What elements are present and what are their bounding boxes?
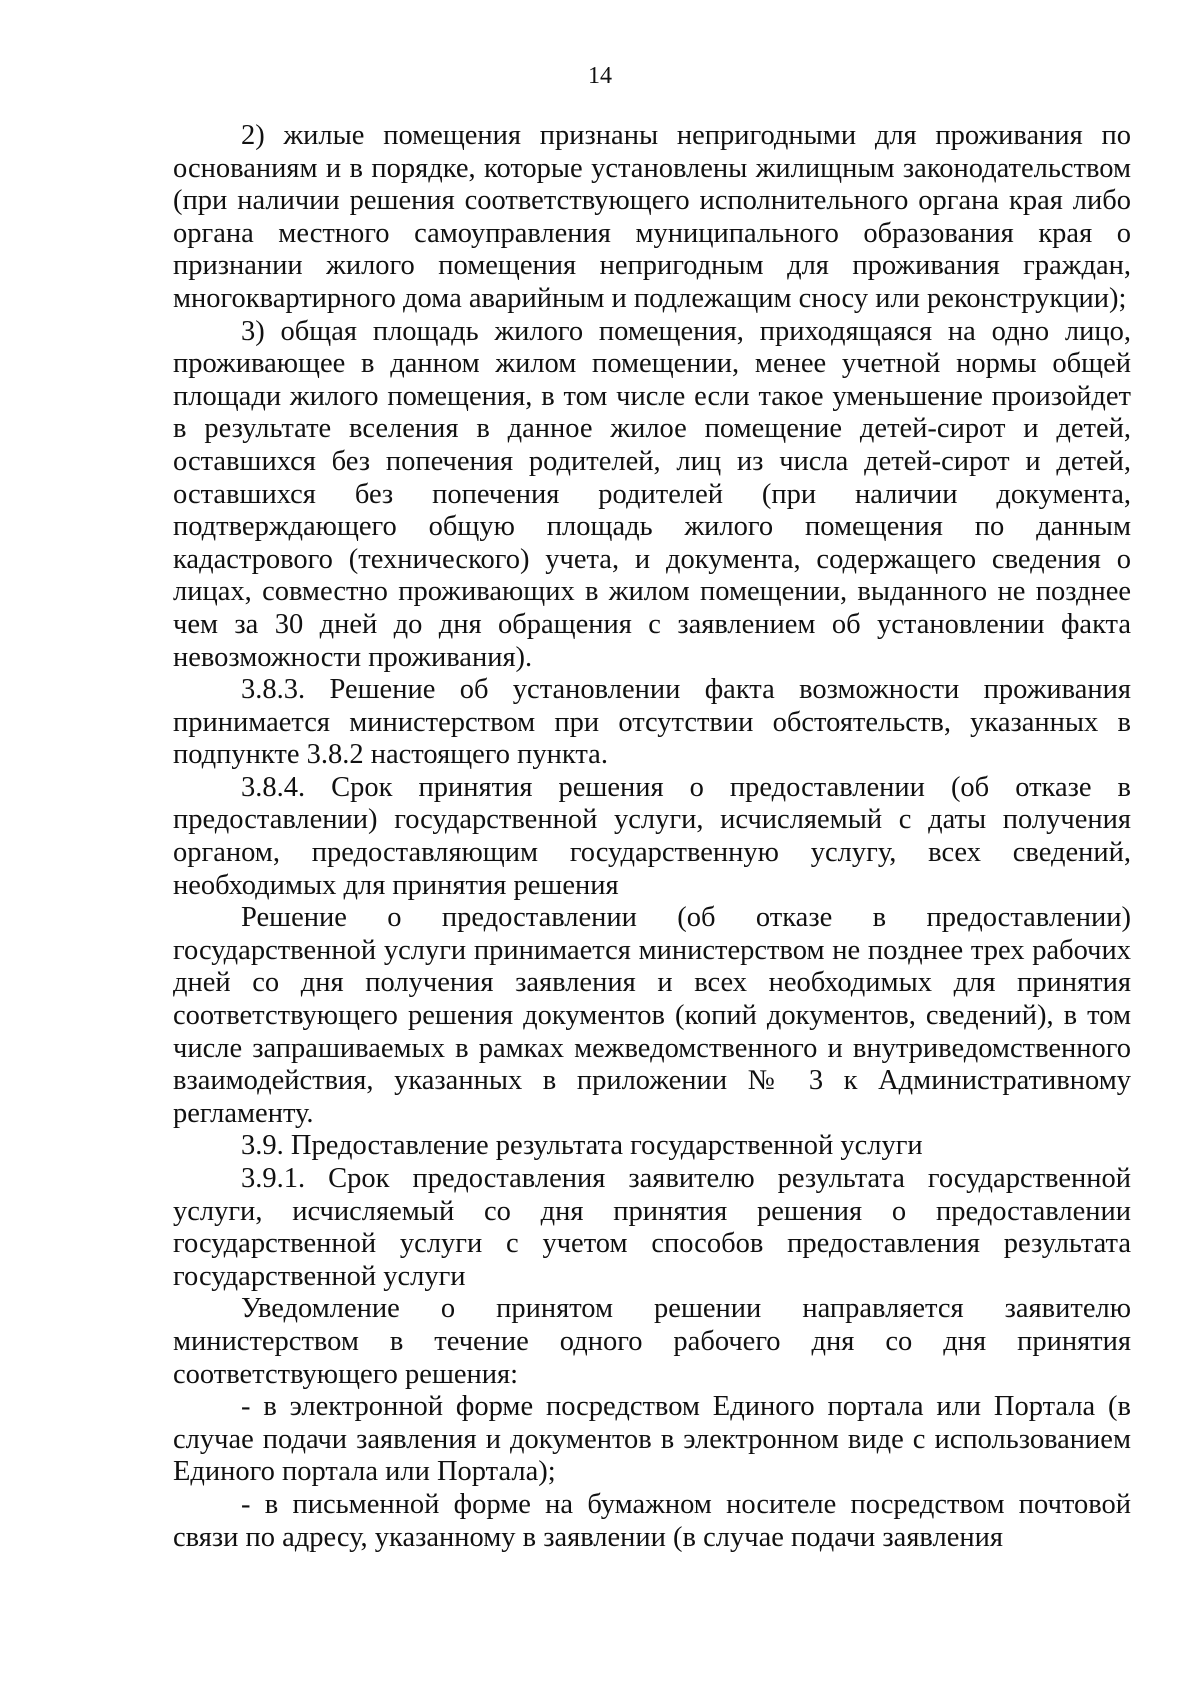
paragraph-3-9-1: 3.9.1. Срок предоставления заявителю результата государственной услуги, исчисляемый со дня принятия решения о предоставлении государственной услуги с учетом способов предоставления результата государственной услуги (173, 1163, 1131, 1292)
document-text (173, 120, 1131, 1554)
paragraph-3-8-4: 3.8.4. Срок принятия решения о предоставлении (об отказе в предоставлении) государственной услуги, исчисляемый с даты получения органом, предоставляющим государственную услугу, всех сведений, необходимых для принятия решения (173, 771, 1131, 901)
list-item-electronic-form: - в электронной форме посредством Единого портала или Портала (в случае подачи заявления и документов в электронном виде с использованием Единого портала или Портала); (173, 1391, 1131, 1488)
paragraph-decision-term: Решение о предоставлении (об отказе в предоставлении) государственной услуги принимается министерством не позднее трех рабочих дней со дня получения заявления и всех необходимых для принятия соответствующего решения документов (копий документов, сведений), в том числе запрашиваемых в рамках межведомственного и внутриведомственного взаимодействия, указанных в приложении № 3 к Административному регламенту. (173, 902, 1131, 1129)
section-heading-3-9: 3.9. Предоставление результата государственной услуги (241, 1130, 923, 1162)
paragraph-notification: Уведомление о принятом решении направляется заявителю министерством в течение одного рабочего дня со дня принятия соответствующего решения: (173, 1293, 1131, 1390)
paragraph-3-8-3: 3.8.3. Решение об установлении факта возможности проживания принимается министерством при отсутствии обстоятельств, указанных в подпункте 3.8.2 настоящего пункта. (173, 674, 1131, 771)
paragraph-item-2: 2) жилые помещения признаны непригодными для проживания по основаниям и в порядке, которые установлены жилищным законодательством (при наличии решения соответствующего исполнительного органа края либо органа местного самоуправления муниципального образования края о признании жилого помещения непригодным для проживания граждан, многоквартирного дома аварийным и подлежащим сносу или реконструкции); (173, 120, 1131, 314)
page-number: 14 (588, 63, 612, 89)
list-item-paper-form: - в письменной форме на бумажном носителе посредством почтовой связи по адресу, указанному в заявлении (в случае подачи заявления (173, 1488, 1131, 1553)
paragraph-item-3: 3) общая площадь жилого помещения, приходящаяся на одно лицо, проживающее в данном жилом помещении, менее учетной нормы общей площади жилого помещения, в том числе если такое уменьшение произойдет в результате вселения в данное жилое помещение детей-сирот и детей, оставшихся без попечения родителей, лиц из числа детей-сирот и детей, оставшихся без попечения родителей (при наличии документа, подтверждающего общую площадь жилого помещения по данным кадастрового (технического) учета, и документа, содержащего сведения о лицах, совместно проживающих в жилом помещении, выданного не позднее чем за 30 дней до дня обращения с заявлением об установлении факта невозможности проживания). (173, 315, 1131, 673)
